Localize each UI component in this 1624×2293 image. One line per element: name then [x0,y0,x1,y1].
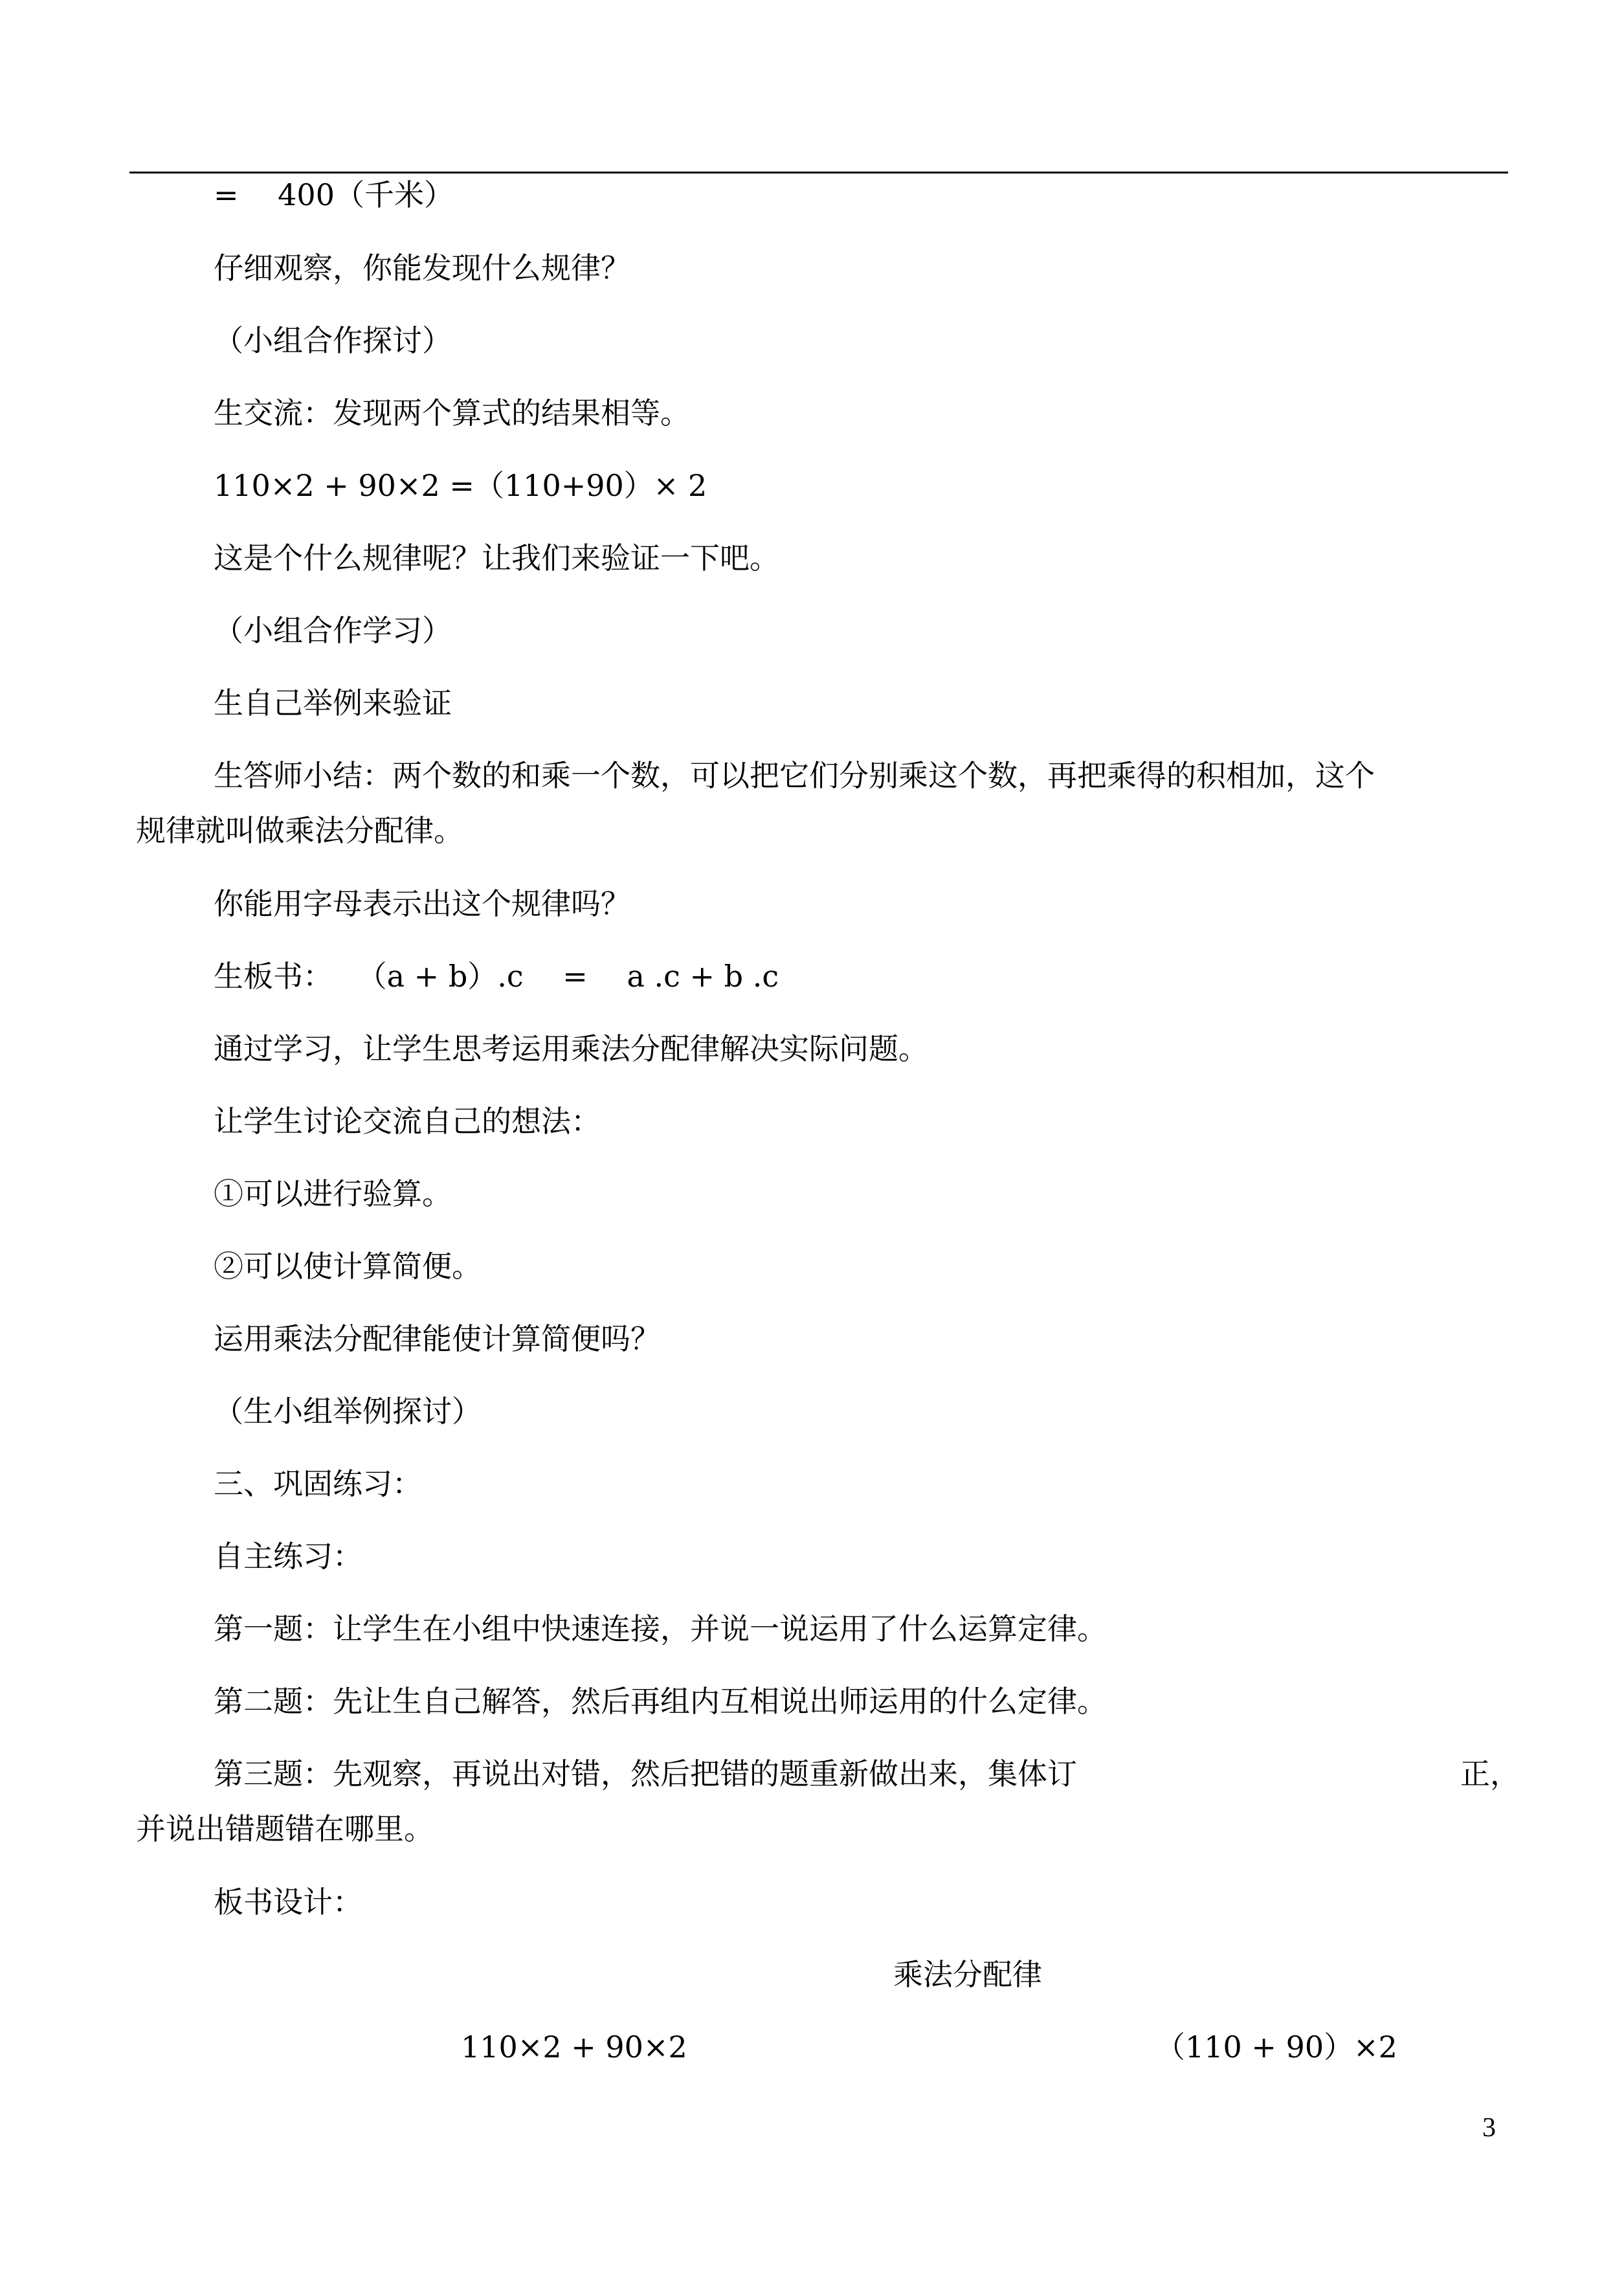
board-title: 乘法分配律 [893,1957,1042,1992]
text-line: （小组合作学习） [214,613,452,648]
text-line: 第二题：先让生自己解答，然后再组内互相说出师运用的什么定律。 [214,1684,1107,1719]
text-line: 通过学习，让学生思考运用乘法分配律解决实际问题。 [214,1031,928,1066]
list-item: ①可以进行验算。 [214,1176,452,1211]
board-formula-left: 110×2 + 90×2 [461,2030,687,2064]
paragraph-line: 规律就叫做乘法分配律。 [136,813,463,848]
text-line: （小组合作探讨） [214,323,452,358]
list-item: ②可以使计算简便。 [214,1249,482,1284]
text-line: 仔细观察，你能发现什么规律？ [214,251,630,285]
text-line: = 400（千米） [214,177,454,212]
board-formula-right: （110 + 90）×2 [1155,2030,1397,2064]
text-line: 生交流：发现两个算式的结果相等。 [214,396,690,431]
text-line: 你能用字母表示出这个规律吗？ [214,886,630,921]
text-line: 这是个什么规律呢？让我们来验证一下吧。 [214,541,779,576]
text-line: 生自己举例来验证 [214,686,452,721]
formula-line: 生板书： （a + b）.c = a .c + b .c [214,959,779,994]
formula-line: 110×2 + 90×2 =（110+90）× 2 [214,468,707,503]
text-line: 第一题：让学生在小组中快速连接，并说一说运用了什么运算定律。 [214,1611,1107,1646]
text-line: 板书设计： [214,1885,362,1919]
text-line: 自主练习： [214,1539,362,1574]
text-line: 让学生讨论交流自己的想法： [214,1104,601,1139]
header-rule [129,172,1508,173]
text-line: 运用乘法分配律能使计算简便吗？ [214,1321,660,1356]
paragraph-line-end: 正， [1460,1756,1520,1791]
paragraph-line: 生答师小结：两个数的和乘一个数，可以把它们分别乘这个数，再把乘得的积相加，这个 [214,758,1375,793]
section-heading: 三、巩固练习： [214,1466,422,1501]
paragraph-line: 并说出错题错在哪里。 [136,1811,434,1846]
page-number: 3 [1482,2113,1496,2143]
paragraph-line: 第三题：先观察，再说出对错，然后把错的题重新做出来，集体订 [214,1756,1077,1791]
text-line: （生小组举例探讨） [214,1394,482,1429]
